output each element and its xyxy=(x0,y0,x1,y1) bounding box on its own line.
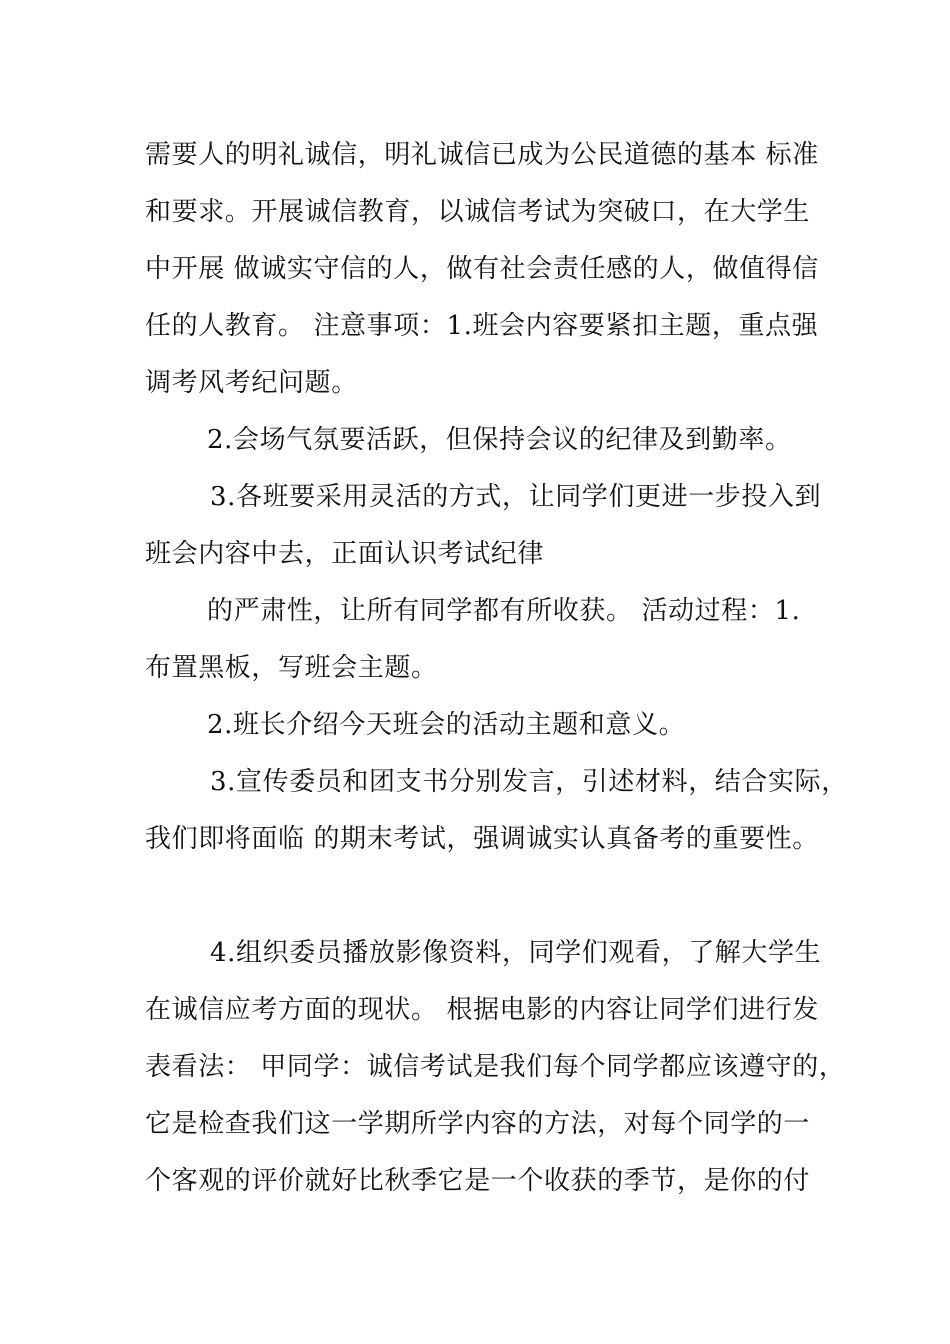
text-line: 它是检查我们这一学期所学内容的方法，对每个同学的一 xyxy=(145,1109,811,1139)
text-line: 3.各班要采用灵活的方式，让同学们更进一步投入到 xyxy=(210,482,822,512)
text-line: 的严肃性，让所有同学都有所收获。 活动过程：1. xyxy=(207,596,801,626)
text-line: 调考风考纪问题。 xyxy=(145,368,358,398)
text-line: 中开展 做诚实守信的人，做有社会责任感的人，做值得信 xyxy=(145,254,819,284)
text-line: 需要人的明礼诚信，明礼诚信已成为公民道德的基本 标准 xyxy=(145,140,819,170)
text-line: 4.组织委员播放影像资料，同学们观看，了解大学生 xyxy=(210,938,822,968)
text-line: 在诚信应考方面的现状。 根据电影的内容让同学们进行发 xyxy=(145,995,819,1025)
text-line: 和要求。开展诚信教育，以诚信考试为突破口，在大学生 xyxy=(145,197,811,227)
text-line: 我们即将面临 的期末考试，强调诚实认真备考的重要性。 xyxy=(145,824,819,854)
text-line: 班会内容中去，正面认识考试纪律 xyxy=(145,539,545,569)
text-line: 布置黑板，写班会主题。 xyxy=(145,653,438,683)
text-line: 个客观的评价就好比秋季它是一个收获的季节，是你的付 xyxy=(145,1166,811,1196)
text-line: 2.班长介绍今天班会的活动主题和意义。 xyxy=(207,710,686,740)
text-line: 3.宣传委员和团支书分别发言，引述材料，结合实际， xyxy=(210,767,848,797)
text-line: 表看法： 甲同学：诚信考试是我们每个同学都应该遵守的， xyxy=(145,1052,846,1082)
text-line: 任的人教育。 注意事项：1.班会内容要紧扣主题，重点强 xyxy=(145,311,819,341)
text-line: 2.会场气氛要活跃，但保持会议的纪律及到勤率。 xyxy=(207,425,792,455)
